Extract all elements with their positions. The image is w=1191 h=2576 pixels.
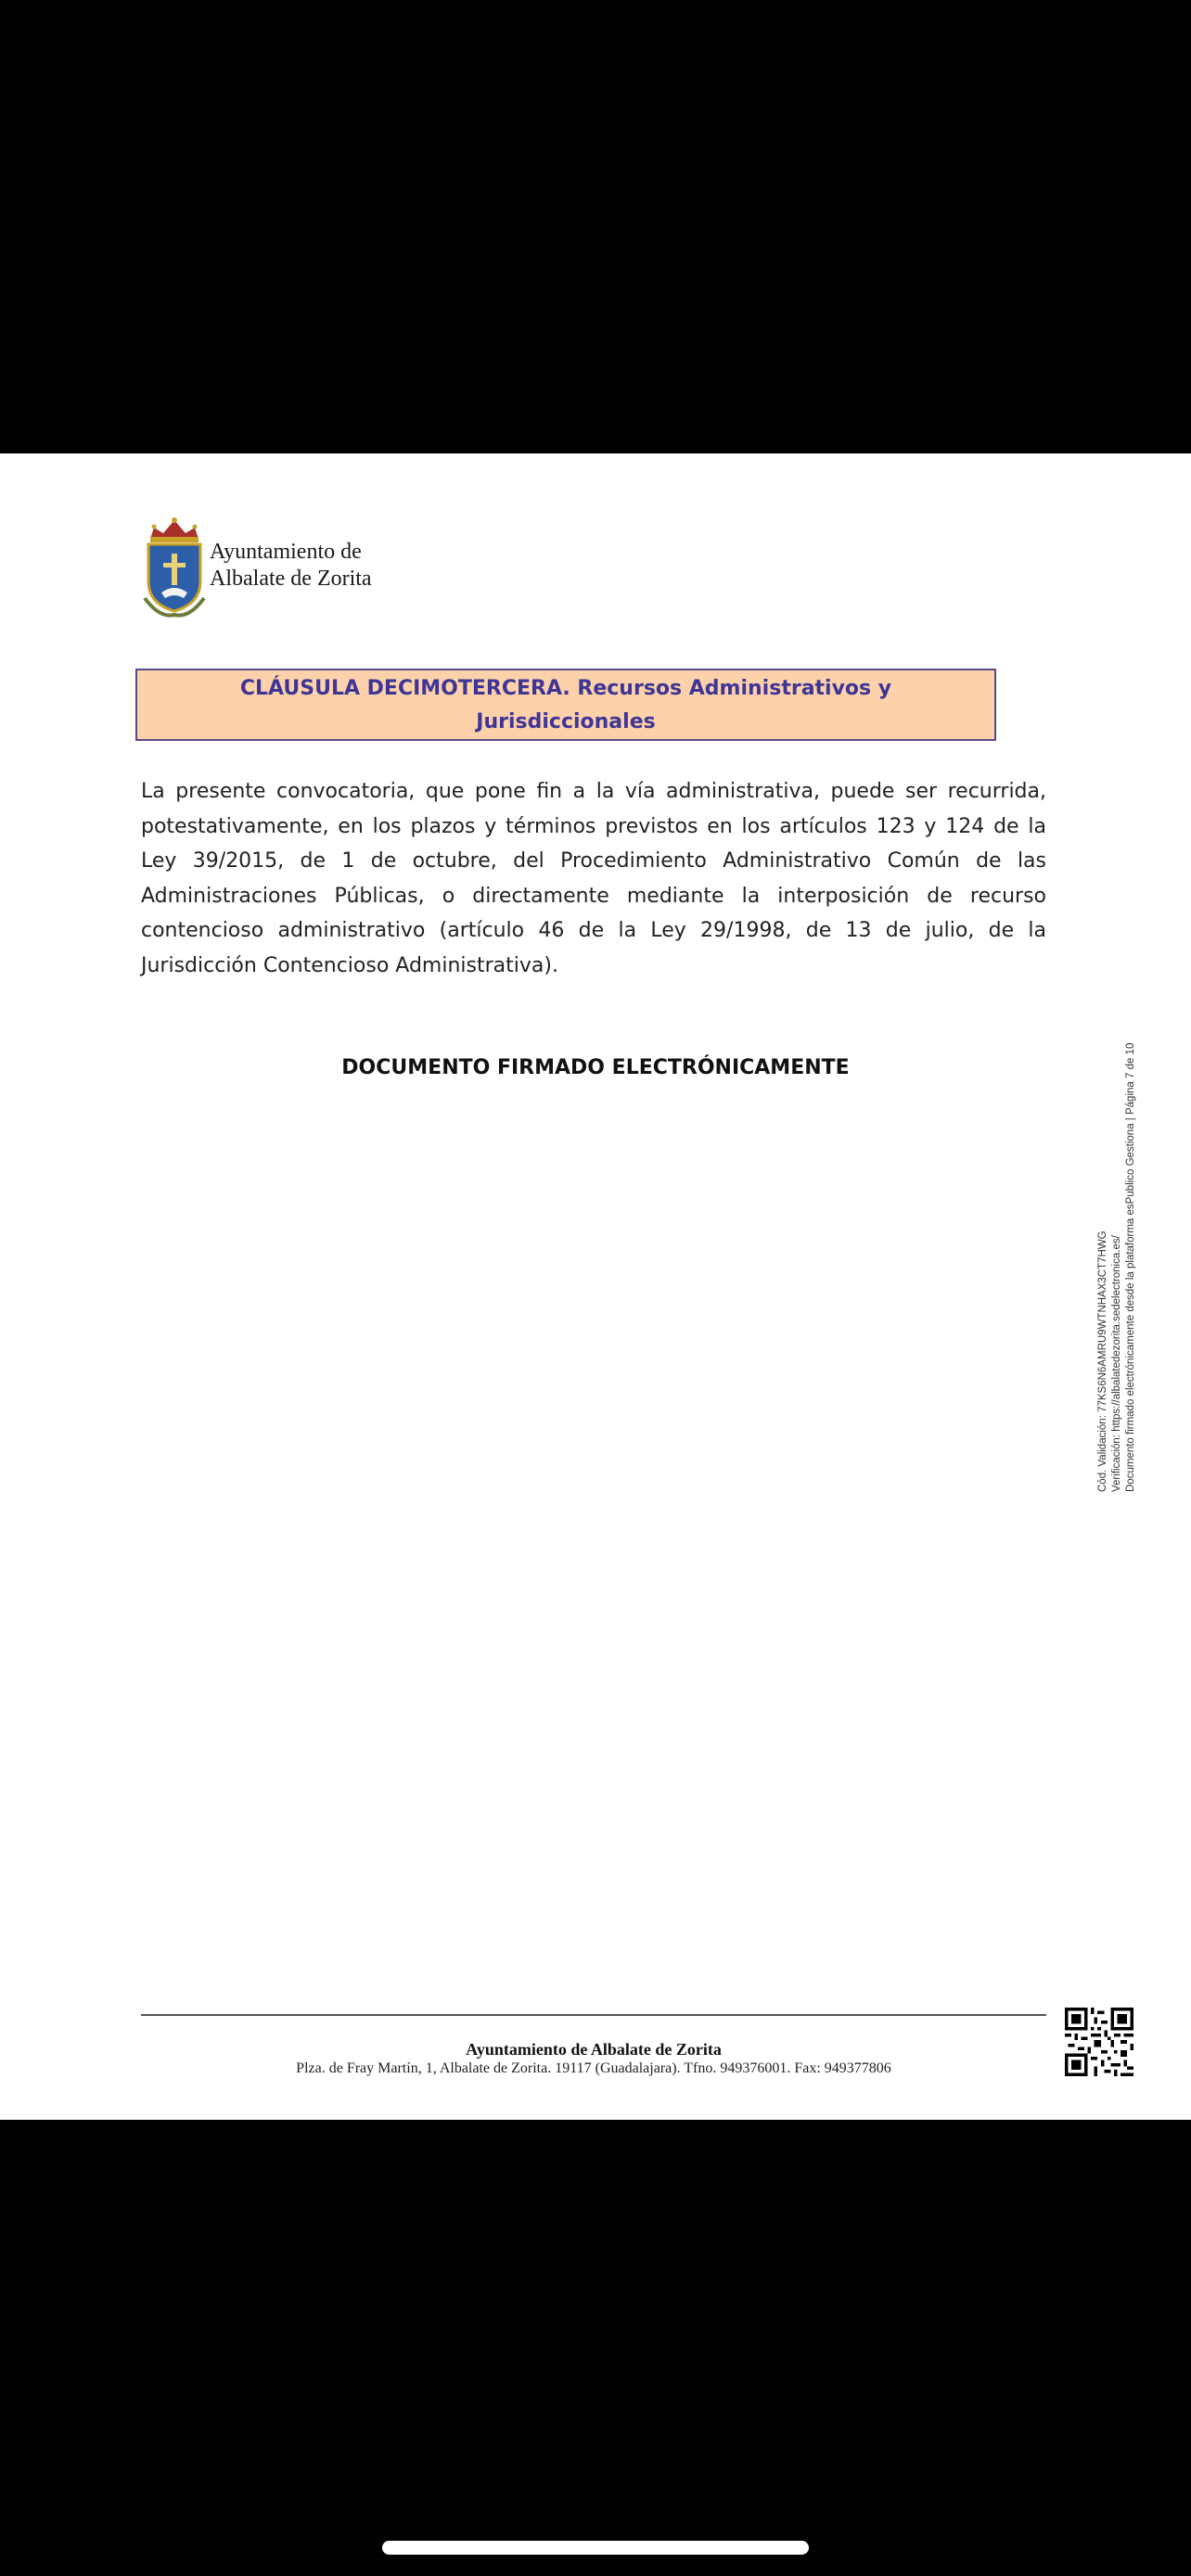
clause-title-line2: Jurisdiccionales — [476, 710, 656, 733]
org-name-line2: Albalate de Zorita — [210, 567, 372, 591]
clause-title-line1: CLÁUSULA DECIMOTERCERA. Recursos Administrativos y — [239, 677, 892, 700]
validation-code: Cód. Validación: 77KS6N6AMRU9WTNHAX3CT7HWG — [1097, 1231, 1108, 1492]
organization-name — [210, 539, 372, 593]
clause-heading-box — [135, 669, 996, 741]
clause-body-paragraph: La presente convocatoria, que pone fin a la vía administrativa, puede ser recurrida, potestativamente, en los plazos y términos previstos en los artículos 123 y 124 de la Ley 39/2015, de 1 de octubre, del Procedimiento Administrativo Común de las Administraciones Públicas, o directamente mediante la interposición de recurso contencioso administrativo (artículo 46 de la Ley 29/1998, de 13 de julio, de la Jurisdicción Contencioso Administrativa). — [141, 780, 1046, 977]
coat-of-arms-icon — [141, 515, 208, 618]
footer-divider — [141, 2014, 1046, 2016]
signature-platform-note: Documento firmado electrónicamente desde la plataforma esPublico Gestiona | Página 7 de 10 — [1125, 1042, 1136, 1492]
home-indicator[interactable] — [382, 2541, 809, 2555]
qr-code-icon — [1065, 2008, 1133, 2076]
signature-notice: DOCUMENTO FIRMADO ELECTRÓNICAMENTE — [341, 1056, 850, 1079]
footer-address: Plza. de Fray Martín, 1, Albalate de Zorita. 19117 (Guadalajara). Tfno. 949376001. Fax: 949377806 — [296, 2060, 891, 2076]
document-page — [0, 453, 1191, 2120]
org-name-line1: Ayuntamiento de — [210, 540, 362, 564]
footer-organization: Ayuntamiento de Albalate de Zorita — [466, 2040, 722, 2059]
verification-url: Verificación: https://albalatedezorita.sedelectronica.es/ — [1111, 1235, 1122, 1492]
